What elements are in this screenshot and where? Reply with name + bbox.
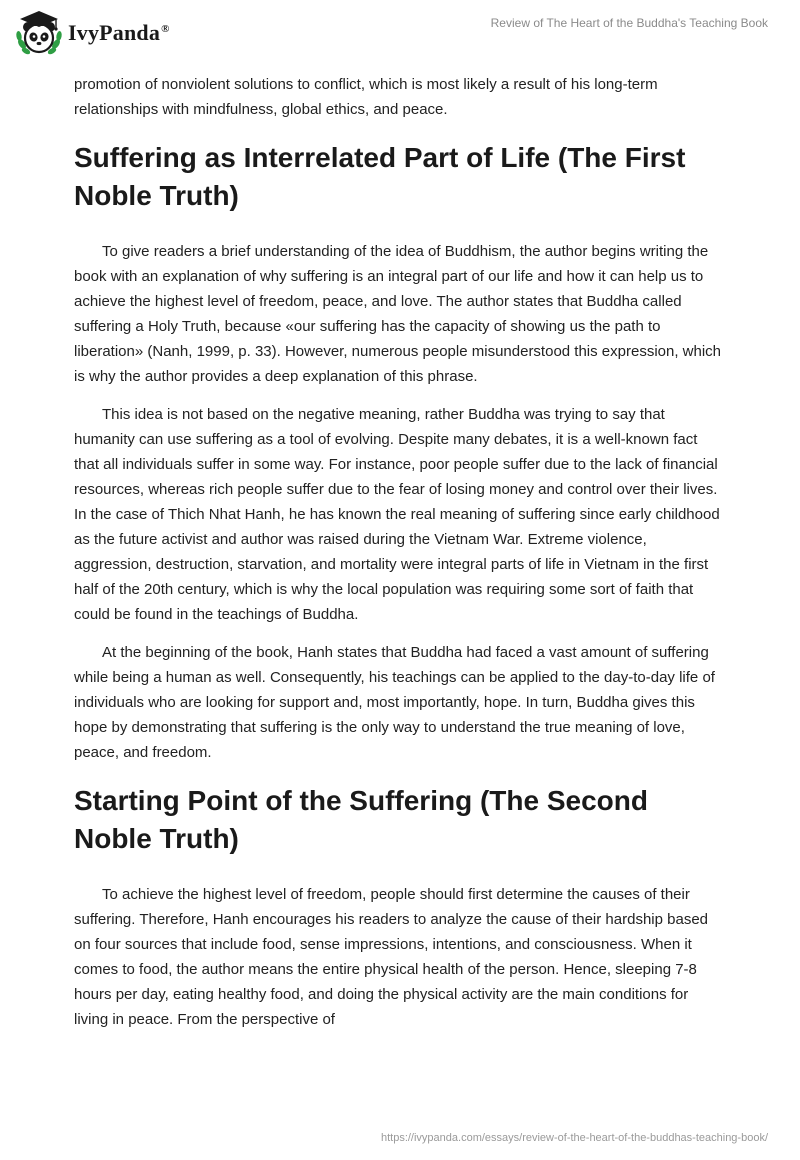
section-heading-first-noble-truth: Suffering as Interrelated Part of Life (The First Noble Truth): [74, 142, 686, 211]
section2-paragraph-1: To achieve the highest level of freedom, people should first determine the causes of their suffering. Therefore, Hanh encourages his readers to analyze the cause of their hardship based on four sources that include food, sense impressions, intentions, and consciousness. When it comes to food, the author means the entire physical health of the person. Hence, sleeping 7-8 hours per day, eating healthy food, and doing the physical activity are the main conditions for living in peace. From the perspective of: [74, 886, 709, 1028]
section1-paragraph-3: At the beginning of the book, Hanh states that Buddha had faced a vast amount of suffering while being a human as well. Consequently, his teachings can be applied to the day-to-day life of individuals who are looking for support and, most importantly, hope. In turn, Buddha gives this hope by demonstrating that suffering is the only way to understand the true meaning of love, peace, and freedom.: [74, 644, 715, 761]
logo-text: IvyPanda®: [68, 20, 170, 45]
ivypanda-logo[interactable]: [14, 8, 170, 58]
section1-paragraph-2: This idea is not based on the negative meaning, rather Buddha was trying to say that humanity can use suffering as a tool of evolving. Despite many debates, it is a well-known fact that all individuals suffer in some way. For instance, poor people suffer due to the lack of financial resources, whereas rich people suffer due to the fear of losing money and control over their lives. In the case of Thich Nhat Hanh, he has known the real meaning of suffering since early childhood as the future activist and author was raised during the Vietnam War. Extreme violence, aggression, destruction, starvation, and mortality were integral parts of life in Vietnam in the first half of the 20th century, which is why the local population was requiring some sort of faith that could be found in the teachings of Buddha.: [74, 406, 720, 623]
section-heading-second-noble-truth: Starting Point of the Suffering (The Second Noble Truth): [74, 785, 648, 854]
source-url[interactable]: https://ivypanda.com/essays/review-of-the-heart-of-the-buddhas-teaching-book/: [380, 1132, 768, 1144]
intro-paragraph: promotion of nonviolent solutions to conflict, which is most likely a result of his long-term relationships with mindfulness, global ethics, and peace.: [74, 76, 658, 118]
document-title: Review of The Heart of the Buddha's Teaching Book: [490, 16, 768, 30]
panda-graduate-icon: [14, 8, 64, 58]
article-body: [74, 72, 726, 1045]
section1-paragraph-1: To give readers a brief understanding of the idea of Buddhism, the author begins writing the book with an explanation of why suffering is an integral part of our life and how it can help us to achieve the highest level of freedom, peace, and love. The author states that Buddha called suffering a Holy Truth, because «our suffering has the capacity of showing us the path to liberation» (Nanh, 1999, p. 33). However, numerous people misunderstood this expression, which is why the author provides a deep explanation of this phrase.: [74, 243, 722, 385]
registered-mark: ®: [161, 22, 170, 35]
page-header: [0, 0, 800, 70]
